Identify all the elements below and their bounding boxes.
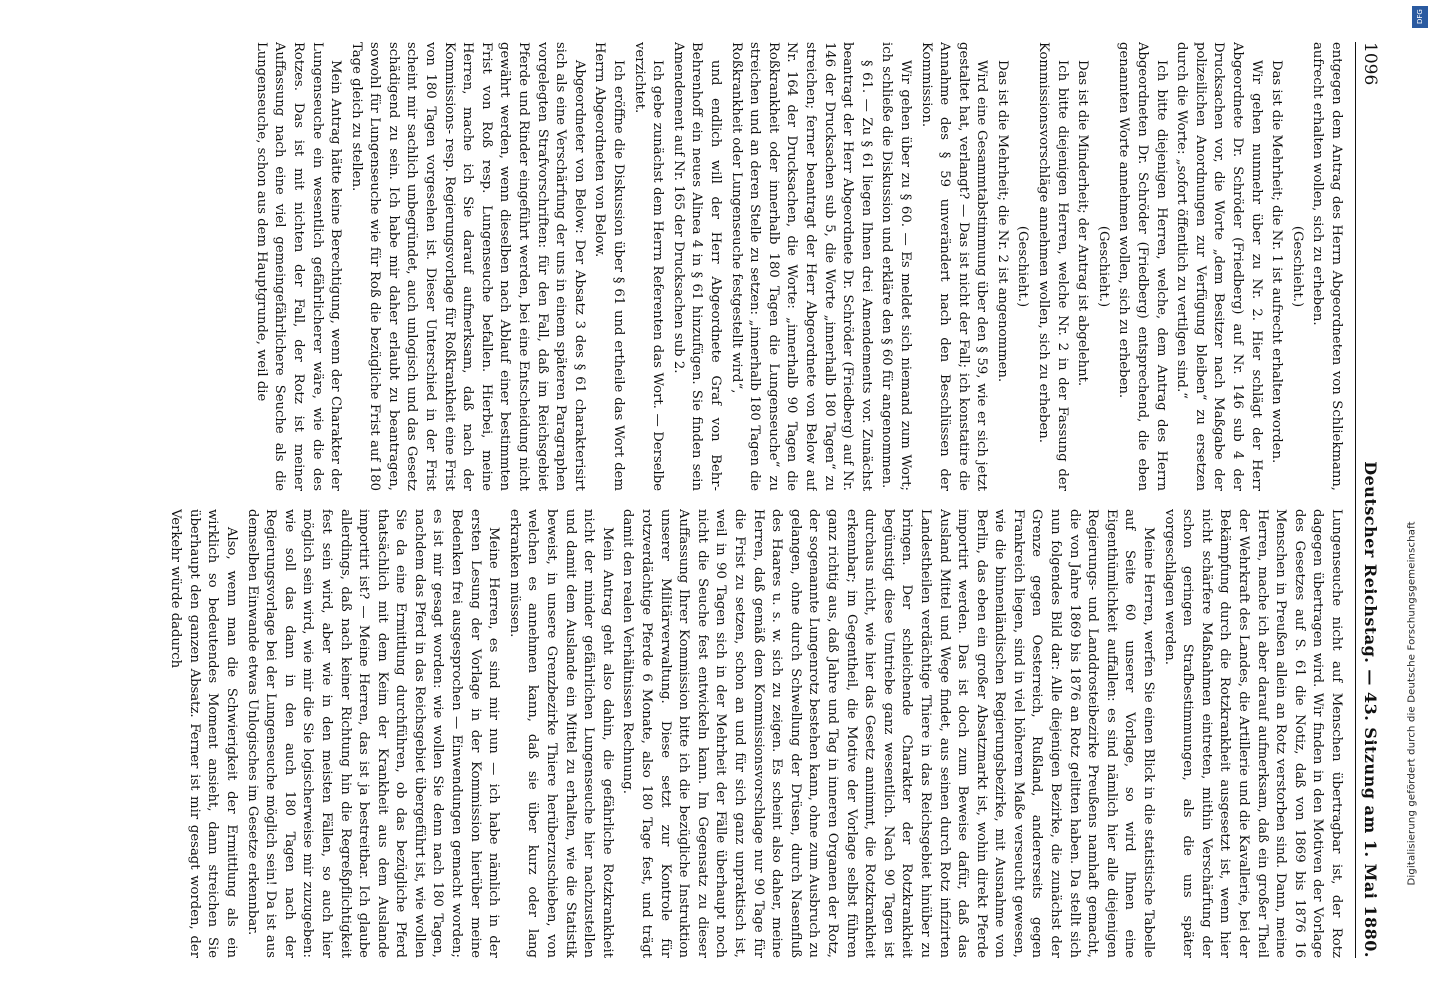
paragraph: Wird eine Gesammtabstimmung über den § 59, wie er sich jetzt gestaltet hat, verlangt? — Das ist nicht der Fall; ich konstatire die Annahme des § 59 unverändert nach den Beschlüssen der Kommission.: [918, 42, 990, 491]
paragraph: Ich gebe zunächst dem Herrn Referenten das Wort. — Derselbe verzichtet.: [631, 42, 666, 491]
paragraph: Mein Antrag geht also dahin, die gefährliche Rotzkrankheit nicht der minder gefährlichen Lungenseuche hier nachzustellen und damit dem Auslande ein Mittel zu erhalten, wie die Statistik beweist, in unsere Grenzbezirke Thiere herüberzuschieben, von welchen es annehmen kann, daß sie über kurz oder lang erkranken müssen.: [506, 509, 615, 958]
paragraph: Ich bitte diejenigen Herren, welche, dem Antrag des Herrn Abgeordneten Dr. Schröder (Friedberg) entsprechend, die eben genannten Worte annehmen wollen, sich zu erheben.: [1116, 42, 1169, 491]
newspaper-page: [56, 20, 1396, 980]
right-column: [75, 509, 1345, 958]
paragraph: Wir gehen nunmehr über zu Nr. 2. Hier schlägt der Herr Abgeordnete Dr. Schröder (Friedberg) auf Nr. 146 sub 4 der Drucksachen vor, die Worte „dem Besitzer nach Maßgabe der polizeilichen Anordnungen zur Verfügung bleiben“ zu ersetzen durch die Worte: „sofort öffentlich zu vertilgen sind.“: [1174, 42, 1264, 491]
paragraph: Ich eröffne die Diskussion über § 61 und ertheile das Wort dem Herrn Abgeordneten von Below.: [592, 42, 627, 491]
paragraph: Also, wenn man die Schwierigkeit der Ermittlung als ein wirklich so bedeutendes Moment ansieht, dann streichen Sie überhaupt den ganzen Absatz. Ferner ist mir gesagt worden, der Verkehr würde dadurch: [168, 509, 239, 958]
text-columns: [75, 42, 1345, 958]
paragraph: Das ist die Mehrheit; die Nr. 2 ist angenommen.: [994, 60, 1010, 383]
digitization-credit: Digitalisierung gefördert durch die Deutsche Forschungsgemeinschaft: [1406, 521, 1418, 886]
paragraph: und endlich will der Herr Abgeordnete Graf von Behr-Behrenhoff ein neues Alinea 4 in § 61 hinzufügen. Sie finden sein Amendement auf Nr. 165 der Drucksachen sub 2.: [670, 42, 723, 491]
dfg-logo: DFG: [1412, 6, 1428, 28]
paragraph: Meine Herren, werfen Sie einen Blick in die statistische Tabelle auf Seite 60 unserer Vorlage, so wird Ihnen eine Eigenthümlichkeit auffallen: es sind nämlich hier alle diejenigen Regierungs- und Landdrosteibezirke Preußens namhaft gemacht, die von Jahre 1869 bis 1876 an Rotz gelitten haben. Da stellt sich nun folgendes Bild dar: Alle diejenigen Bezirke, die zunächst der Grenze gegen Oesterreich, Rußland, andererseits gegen Frankreich liegen, sind in viel höherem Maße verseucht gewesen, wie die binnenländischen Regierungsbezirke, mit Ausnahme von Berlin, das eben ein großer Absatzmarkt ist, wohin direkt Pferde importirt werden. Das ist doch zum Beweise dafür, daß das Ausland Mittel und Wege findet, aus seinen durch Rotz infizirten Landestheilen verdächtige Thiere in das Reichsgebiet hinüber zu bringen. Der schleichende Charakter der Rotzkrankheit begünstigt diese Umtriebe ganz wesentlich. Nach 90 Tagen ist durchaus nicht, wie hier das Gesetz annimmt, die Rotzkrankheit erkennbar; im Gegentheil, die Motive der Vorlage selbst führen ganz richtig aus, daß Jahre und Tag in inneren Organen der Rotz, der sogenannte Lungenrotz bestehen kann, ohne zum Ausbruch zu gelangen, ohne durch Schwellung der Drüsen, durch Nasenfluß des Haares u. s. w. sich zu zeigen. Es scheint also daher, meine Herren, daß gemäß dem Kommissionsvorschlage nur 90 Tage für die Frist zu setzen, schon an und für sich ganz unpraktisch ist, weil in 90 Tagen sich in der Mehrheit der Fälle überhaupt noch nicht die Seuche fest entwickeln kann. Im Gegensatz zu dieser Auffassung Ihrer Kommission bitte ich die bezügliche Instruktion unserer Militärverwaltung. Diese setzt zur Kontrole für rotzverdächtige Pferde 6 Monate, also 180 Tage fest, und trägt damit den realen Verhältnissen Rechnung.: [620, 509, 1157, 958]
paragraph: Das ist die Minderheit; der Antrag ist abgelehnt.: [1075, 60, 1091, 387]
paragraph: Lungenseuche nicht auf Menschen übertragbar ist, der Rotz dagegen übertragen wird. Wir finden in den Motiven der Vorlage des Gesetzes auf S. 61 die Notiz, daß von 1869 bis 1876 16 Menschen in Preußen allein an Rotz verstorben sind. Dann, meine Herren, mache ich aber darauf aufmerksam, daß ein großer Theil der Wehrkraft des Landes, die Artillerie und die Kavallerie, bei der Bekämpfung durch die Rotzkrankheit ausgesetzt ist, wenn hier nicht schärfere Maßnahmen eintreten, mithin Verschärfung der schon geringen Strafbestimmungen, als die uns später vorgeschlagen werden.: [1161, 509, 1344, 958]
paragraph: Wir gehen über zu § 60. — Es meldet sich niemand zum Wort; ich schließe die Diskussion und erkläre den § 60 für angenommen.: [879, 42, 913, 491]
paragraph: Mein Antrag hätte keine Berechtigung, wenn der Charakter der Lungenseuche ein wesentlich gefährlicherer wäre, wie die des Rotzes. Das ist mit nichten der Fall, der Rotz ist meiner Auffassung nach eine viel gemeingefährlichere Seuche als die Lungenseuche, schon aus dem Hauptgrunde, weil die: [253, 42, 344, 491]
publication-title: Deutscher Reichstag. — 43. Sitzung am 1. Mai 1880.: [1361, 461, 1380, 958]
paragraph: § 61. — Zu § 61 liegen Ihnen drei Amendements vor. Zunächst beantragt der Herr Abgeordnete Dr. Schröder (Friedberg) auf Nr. 146 der Drucksachen sub 5, die Worte „innerhalb 180 Tagen“ zu streichen; ferner beantragt der Herr Abgeordnete von Below auf Nr. 164 der Drucksachen, die Worte: „innerhalb 90 Tagen die Roßkrankheit oder innerhalb 180 Tagen die Lungenseuche“ zu streichen und an deren Stelle zu setzen: „innerhalb 180 Tagen die Roßkrankheit oder Lungenseuche festgestellt wird“,: [728, 42, 874, 491]
paragraph: Ich bitte diejenigen Herren, welche Nr. 2 in der Fassung der Kommissionsvorschläge annehmen wollen, sich zu erheben.: [1036, 42, 1070, 491]
page-header: [1355, 42, 1380, 958]
paragraph: Meine Herren, es sind mir nun — ich habe nämlich in der ersten Lesung der Vorlage in der Kommission hierüber meine Bedenken frei ausgesprochen — Einwendungen gemacht worden; es ist mir gesagt worden: wie wollen Sie denn nach 180 Tagen, nachdem das Pferd in das Reichsgebiet übergeführt ist, wie wollen Sie da eine Ermittlung durchführen, ob das bezügliche Pferd thatsächlich mit dem Keim der Krankheit aus dem Auslande importirt ist? — Meine Herren, das ist ja bestreitbar. Ich glaube allerdings, daß nach keiner Richtung hin die Regreßpflichtigkeit fest sein wird, aber wie in den meisten Fällen, so auch hier möglich sein wird, wie mir die Sie logischerweise mir zuzugeben: wie soll das dann in den auch 180 Tagen nach der Regierungsvorlage bei der Lungenseuche möglich sein! Da ist aus demselben Einwande etwas Unlogisches im Gesetze erkennbar.: [244, 509, 502, 958]
paragraph: entgegen dem Antrag des Herrn Abgeordneten von Schliekmann, aufrecht erhalten wollen, sich zu erheben.: [1310, 42, 1344, 491]
paragraph: Das ist die Mehrheit; die Nr. 1 ist aufrecht erhalten worden.: [1269, 60, 1285, 464]
page-number: 1096: [1360, 42, 1380, 86]
credit-strip: [1406, 0, 1432, 1000]
left-column: [75, 42, 1345, 491]
stage-direction: (Geschieht.): [1289, 225, 1305, 308]
paragraph: Abgeordneter von Below: Der Absatz 3 des § 61 charakterisirt sich als eine Verschärfung der uns in einem späteren Paragraphen vorgelegten Strafvorschriften: für den Fall, daß im Reichsgebiet Pferde und Rinder eingeführt werden, bei eine Entscheidung nicht gewährt werden, wenn dieselben nach Ablauf einer bestimmten Frist von Roß resp. Lungenseuche befallen. Hierbei, meine Herren, mache ich Sie darauf aufmerksam, daß nach der Kommissions- resp. Regierungsvorlage für Roßkrankheit eine Frist von 180 Tagen vorgesehen ist. Dieser Unterschied in der Frist scheint mir sachlich unbegründet, auch unlogisch und das Gesetz schädigend zu sein. Ich habe mir daher erlaubt zu beantragen, sowohl für Lungenseuche wie für Roß die bezügliche Frist auf 180 Tage gleich zu stellen.: [348, 42, 587, 491]
stage-direction: (Geschieht.): [1015, 225, 1031, 308]
stage-direction: (Geschieht.): [1095, 225, 1111, 308]
